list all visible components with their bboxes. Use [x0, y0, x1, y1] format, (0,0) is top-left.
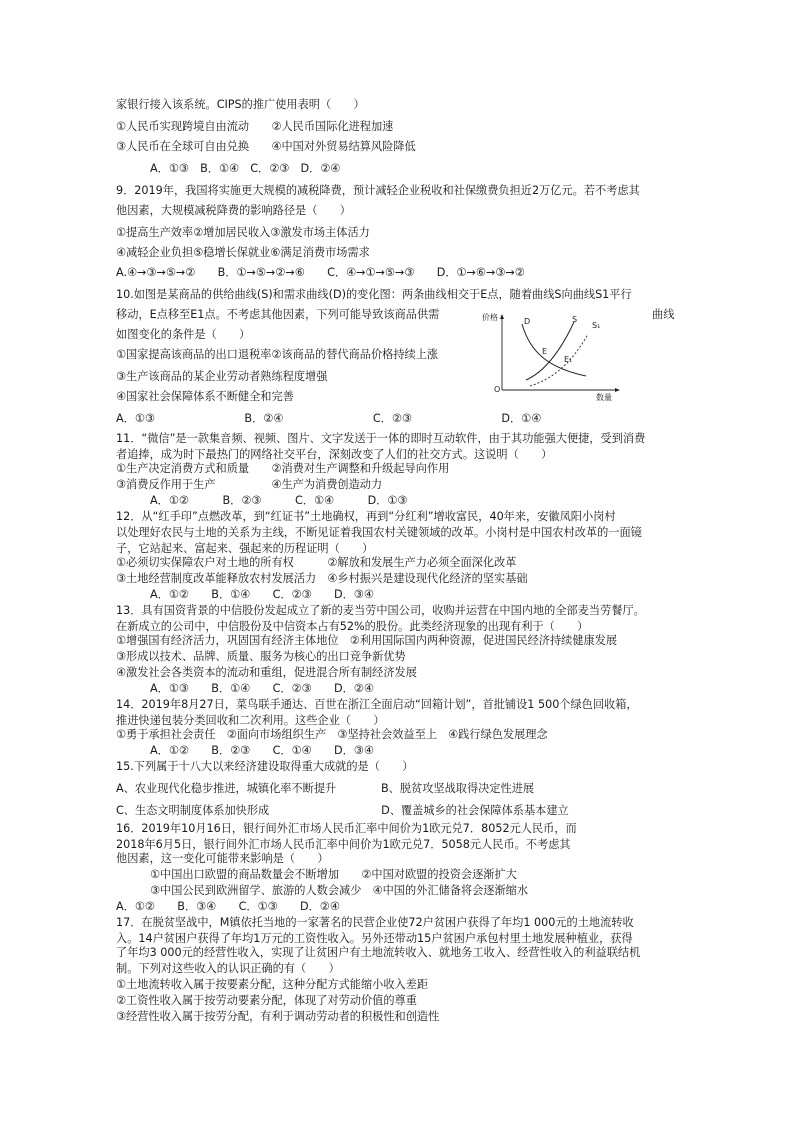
question-13: 13．具有国资背景的中信股份发起成立了新的麦当劳中国公司，收购并运营在中国内地的全部麦当劳餐厅。 [116, 604, 645, 617]
text-line: 2018年6月5日，银行间外汇市场人民币汇率中间价为1欧元兑7．5058元人民币。不考虑其 [116, 838, 571, 851]
text-line: 他因素，大规模减税降费的影响路径是（ ） [116, 204, 351, 217]
option-line: ①生产决定消费方式和质量 ②消费对生产调整和升级起导向作用 [116, 462, 450, 475]
option-line: ①国家提高该商品的出口退税率②该商品的替代商品价格持续上涨 [116, 348, 439, 361]
text-line: 制。下列对这些收入的认识正确的有（ ） [116, 962, 340, 975]
question-9: 9．2019年，我国将实施更大规模的减税降费，预计减轻企业税收和社保缴费负担近2万亿元。若不考虑其 [116, 184, 640, 197]
text-line: 如图变化的条件是（ ） [116, 328, 251, 341]
text-line: 移动，E点移至E1点。不考虑其他因素，下列可能导致该商品供需 [116, 308, 440, 321]
option-line: ①增强国有经济活力，巩固国有经济主体地位 ②利用国际国内两种资源，促进国民经济持续健康发展 [116, 634, 618, 647]
option-line: ④国家社会保障体系不断健全和完善 [116, 390, 294, 403]
y-axis-arrow [500, 314, 504, 319]
text-line: 推进快递包装分类回收和二次利用。这些企业（ ） [116, 714, 385, 727]
option-line: ③中国公民到欧洲留学、旅游的人数会减少 ④中国的外汇储备将会逐渐缩水 [150, 884, 529, 897]
option-line: ③人民币在全球可自由兑换 ④中国对外贸易结算风险降低 [116, 140, 416, 153]
option-line: ①土地流转收入属于按要素分配，这种分配方式能缩小收入差距 [116, 978, 429, 991]
label-e: E [542, 347, 548, 356]
text-line: 者追捧，成为时下最热门的网络社交平台，深刻改变了人们的社交方式。这说明（ ） [116, 448, 553, 461]
option-line: A、农业现代化稳步推进，城镇化率不断提升 B、脱贫攻坚战取得决定性进展 [116, 782, 535, 795]
text-line: 以处理好农民与土地的关系为主线，不断见证着我国农村关键领域的改革。小岗村是中国农村改革的一面镜 [116, 526, 642, 539]
option-line: ①勇于承担社会责任 ②面向市场组织生产 ③坚持社会效益至上 ④践行绿色发展理念 [116, 728, 548, 741]
question-12: 12．从“红手印”点燃改革，到“红证书”土地确权，再到“分红利”增收富民，40年来，安徽凤阳小岗村 [116, 510, 616, 523]
x-axis-label: 数量 [596, 393, 612, 402]
answer-choices: A.④→③→⑤→② B．①→⑤→②→⑥ C．④→①→⑤→③ D．①→⑥→③→② [116, 266, 525, 279]
answer-choices: A．①② B．②③ C．①④ D．③④ [150, 744, 374, 757]
option-line: ③形成以技术、品牌、质量、服务为核心的出口竞争新优势 [116, 650, 406, 663]
text-line: 入。14户贫困户获得了年均1万元的工资性收入。另外还带动15户贫困户承包村里土地发展种植业，获得 [116, 932, 633, 945]
answer-choices: A．①② B．③④ C．①③ D．②④ [116, 900, 340, 913]
demand-curve [522, 324, 586, 376]
option-line: ②工资性收入属于按劳动要素分配，体现了对劳动价值的尊重 [116, 994, 417, 1007]
option-line: ①提高生产效率②增加居民收入③激发市场主体活力 [116, 226, 370, 239]
label-d: D [524, 317, 531, 326]
option-line: ④激发社会各类资本的流动和重组，促进混合所有制经济发展 [116, 666, 417, 679]
option-line: ④减轻企业负担⑤稳增长保就业⑥满足消费市场需求 [116, 246, 370, 259]
option-line: ③土地经营制度改革能释放农村发展活力 ④乡村振兴是建设现代化经济的坚实基础 [116, 572, 528, 585]
text-line: 在新成立的公司中，中信股份及中信资本占有52%的股份。此类经济现象的出现有利于（ ） [116, 620, 589, 633]
question-10: 10.如图是某商品的供给曲线(S)和需求曲线(D)的变化图：两条曲线相交于E点，随着曲线S向曲线S1平行 [116, 288, 632, 301]
text-line: 了年均3 000元的经营性收入，实现了让贫困户有土地流转收入、就地务工收入、经营性收入的利益联结机 [116, 946, 641, 959]
answer-choices: A．①③ B．①④ C．②③ D．②④ [150, 162, 341, 175]
answer-choices: A．①③ B．②④ C．②③ D．①④ [116, 412, 542, 425]
option-line: ③生产该商品的某企业劳动者熟练程度增强 [116, 370, 328, 383]
supply-demand-diagram [478, 310, 630, 402]
option-line: ①中国出口欧盟的商品数量会不断增加 ②中国对欧盟的投资会逐渐扩大 [150, 868, 517, 881]
question-15: 15.下列属于十八大以来经济建设取得重大成就的是（ ） [116, 760, 414, 773]
label-e1: E₁ [564, 355, 573, 364]
origin-label: O [494, 385, 501, 394]
text-line-tail: 曲线 [652, 308, 675, 321]
option-line: ①人民币实现跨境自由流动 ②人民币国际化进程加速 [116, 120, 394, 133]
y-axis-label: 价格 [482, 313, 498, 322]
question-14: 14．2019年8月27日，菜鸟联手通达、百世在浙江全面启动“回箱计划”，首批铺设1 500个绿色回收箱， [116, 698, 638, 711]
question-17: 17．在脱贫坚战中，M镇依托当地的一家著名的民营企业使72户贫困户获得了年均1 000元的土地流转收 [116, 916, 634, 929]
x-axis-arrow [615, 388, 620, 392]
supply-curve [526, 322, 574, 380]
supply-curve-s1 [530, 334, 588, 386]
question-16: 16．2019年10月16日，银行间外汇市场人民币汇率中间价为1欧元兑7．8052元人民币，而 [116, 822, 577, 835]
answer-choices: A．①③ B．①④ C．②③ D．②④ [150, 682, 374, 695]
option-line: ①必须切实保障农户对土地的所有权 ②解放和发展生产力必须全面深化改革 [116, 556, 517, 569]
answer-choices: A．①② B．②③ C．①④ D．①③ [150, 494, 408, 507]
option-line: C、生态文明制度体系加快形成 D、覆盖城乡的社会保障体系基本建立 [116, 804, 569, 817]
label-s: S [572, 315, 578, 324]
option-line: ③经营性收入属于按劳分配，有利于调动劳动者的积极性和创造性 [116, 1010, 440, 1023]
label-s1: S₁ [592, 321, 601, 330]
question-11: 11．“微信”是一款集音频、视频、图片、文字发送于一体的即时互动软件，由于其功能强大便捷，受到消费 [116, 432, 646, 445]
text-line: 子，它站起来、富起来、强起来的历程证明（ ） [116, 542, 374, 555]
text-line: 他因素，这一变化可能带来影响是（ ） [116, 852, 329, 865]
answer-choices: A．①② B．①④ C．②③ D．③④ [150, 588, 374, 601]
option-line: ③消费反作用于生产 ④生产为消费创造动力 [116, 478, 383, 491]
text-line: 家银行接入该系统。CIPS的推广使用表明（ ） [116, 98, 365, 111]
